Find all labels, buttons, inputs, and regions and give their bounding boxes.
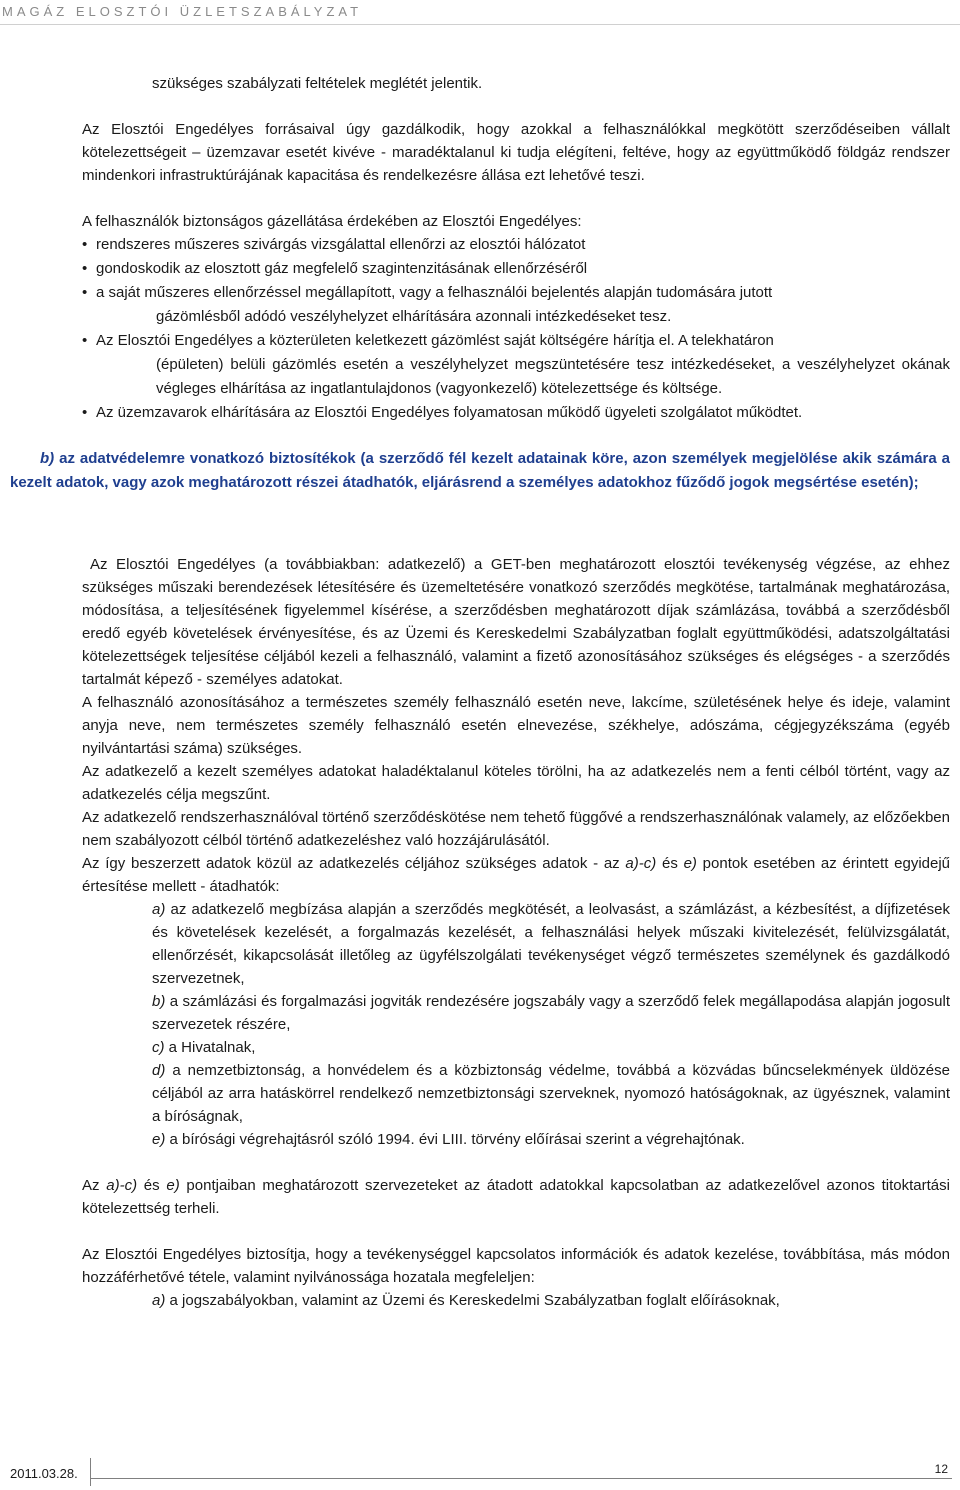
list-item: a) a jogszabályokban, valamint az Üzemi és Kereskedelmi Szabályzatban foglalt előírásoknak, bbox=[152, 1292, 780, 1309]
bullet-icon: • bbox=[82, 236, 88, 253]
bullet-icon: • bbox=[82, 332, 88, 349]
header-rule bbox=[0, 24, 960, 25]
page-number: 12 bbox=[934, 1462, 948, 1476]
paragraph-safety-intro: A felhasználók biztonságos gázellátása érdekében az Elosztói Engedélyes: bbox=[82, 213, 582, 230]
footer-divider bbox=[90, 1458, 91, 1486]
list-item: • a saját műszeres ellenőrzéssel megállapított, vagy a felhasználói bejelentés alapján tudomására jutott gázömlésből adódó veszélyhelyzet elhárítására azonnali intézkedéseket tesz. bbox=[82, 281, 950, 329]
paragraph-intro: szükséges szabályzati feltételek meglétét jelentik. bbox=[152, 75, 483, 92]
paragraph-data-controller: Az Elosztói Engedélyes (a továbbiakban: adatkezelő) a GET-ben meghatározott elosztói tevékenység végzése, az ehhez szükséges műszaki berendezések létesítésére és üzemeltetésére vonatkozó szerződés megkötése, tartalmának meghatározása, módosítása, a teljesítésének figyelemmel kísérése, a szerződésben meghatározott díjak számlázása, továbbá a szerződésből eredő egyéb követelések érvényesítése, és az Üzemi és Kereskedelmi Szabályzatban foglalt együttműködési, adatszolgáltatási kötelezettségek teljesítése céljából kezeli a felhasználó, valamint a fizető azonosításához szükséges és elégséges - a szerződés tartalmát képező - személyes adatokat. bbox=[82, 556, 950, 688]
bullet-icon: • bbox=[82, 284, 88, 301]
list-item: c) a Hivatalnak, bbox=[152, 1039, 256, 1056]
bullet-icon: • bbox=[82, 404, 88, 421]
list-item: • Az Elosztói Engedélyes a közterületen keletkezett gázömlést saját költségére hárítja el. A telekhatáron (épületen) belüli gázömlés esetén a veszélyhelyzet megszüntetésére tesz intézkedéseket, a veszélyhelyzet okának végleges elhárítása az ingatlantulajdonos (vagyonkezelő) kötelezettsége és költsége. bbox=[82, 329, 950, 401]
list-item: • Az üzemzavarok elhárítására az Elosztói Engedélyes folyamatosan működő ügyeleti szolgálatot működtet. bbox=[82, 401, 950, 425]
section-b-heading: b) az adatvédelemre vonatkozó biztosítékok (a szerződő fél kezelt adatainak köre, azon személyek megjelölése akik számára a kezelt adatok, vagy azok meghatározott részei átadhatók, eljárásrend a személyes adatokhoz fűződő jogok megsértése esetén); bbox=[10, 450, 951, 491]
document-body bbox=[10, 72, 951, 1312]
list-item: e) a bírósági végrehajtásról szóló 1994. évi LIII. törvény előírásai szerint a végrehajtónak. bbox=[152, 1131, 745, 1148]
paragraph-information-handling: Az Elosztói Engedélyes biztosítja, hogy a tevékenységgel kapcsolatos információk és adatok kezelése, továbbítása, más módon hozzáférhetővé tétele, valamint nyilvánossága hozatala megfeleljen: bbox=[82, 1246, 950, 1286]
transfer-recipient-list bbox=[82, 898, 950, 1151]
paragraph-resources: Az Elosztói Engedélyes forrásaival úgy gazdálkodik, hogy azokkal a felhasználókkal megkötött szerződéseiben vállalt kötelezettségeit – üzemzavar esetét kivéve - maradéktalanul ki tudja elégíteni, feltéve, hogy az együttműködő földgáz rendszer mindenkori infrastruktúrájának kapacitása és rendelkezésre állása ezt lehetővé teszi. bbox=[82, 121, 950, 184]
list-item: b) a számlázási és forgalmazási jogviták rendezésére jogszabály vagy a szerződő felek megállapodása alapján jogosult szervezetek részére, bbox=[152, 993, 950, 1033]
paragraph-deletion: Az adatkezelő a kezelt személyes adatokat haladéktalanul köteles törölni, ha az adatkezelés nem a fenti célból történt, vagy az adatkezelés célja megszűnt. bbox=[82, 763, 950, 803]
list-item: • gondoskodik az elosztott gáz megfelelő szagintenzitásának ellenőrzéséről bbox=[82, 257, 950, 281]
paragraph-confidentiality: Az a)-c) és e) pontjaiban meghatározott szervezeteket az átadott adatokkal kapcsolatban az adatkezelővel azonos titoktartási kötelezettség terheli. bbox=[82, 1177, 950, 1217]
list-item: a) az adatkezelő megbízása alapján a szerződés megkötését, a leolvasást, a számlázást, a kézbesítést, a díjfizetések és követelések kezelését, a forgalmazás kezelését, a felhasználási helyek műszaki kivitelezését, felülvizsgálatát, ellenőrzését, kikapcsolását illetőleg az ügyfélszolgálati tevékenységet végző természetes személynek és gazdálkodó szervezetnek, bbox=[152, 901, 950, 987]
bullet-icon: • bbox=[82, 260, 88, 277]
list-item: d) a nemzetbiztonság, a honvédelem és a közbiztonság védelme, továbbá a közvádas bűncselekmények üldözése céljából az arra hatáskörrel rendelkező nemzetbiztonsági szerveknek, nyomozó hatóságoknak, az ügyésznek, valamint a bíróságnak, bbox=[152, 1062, 950, 1125]
footer-date: 2011.03.28. bbox=[10, 1466, 78, 1481]
paragraph-identification: A felhasználó azonosításához a természetes személy felhasználó esetén neve, lakcíme, születésének helye és ideje, valamint anyja neve, nem természetes személy felhasználó esetén elnevezése, székhelye, adószáma, cégjegyzékszáma (egyéb nyilvántartási száma) szükséges. bbox=[82, 694, 950, 757]
list-item: • rendszeres műszeres szivárgás vizsgálattal ellenőrzi az elosztói hálózatot bbox=[82, 233, 950, 257]
paragraph-contract-condition: Az adatkezelő rendszerhasználóval történő szerződéskötése nem tehető függővé a rendszerhasználónak valamely, az előzőekben nem szabályozott célból történő adatkezeléshez való hozzájárulásától. bbox=[82, 809, 950, 849]
running-header: MAGÁZ ELOSZTÓI ÜZLETSZABÁLYZAT bbox=[2, 4, 363, 19]
paragraph-transfer-intro: Az így beszerzett adatok közül az adatkezelés céljához szükséges adatok - az a)-c) és e) pontok esetében az érintett egyidejű értesítése mellett - átadhatók: bbox=[82, 855, 951, 895]
footer-rule bbox=[90, 1478, 952, 1479]
safety-bullet-list bbox=[82, 233, 950, 425]
